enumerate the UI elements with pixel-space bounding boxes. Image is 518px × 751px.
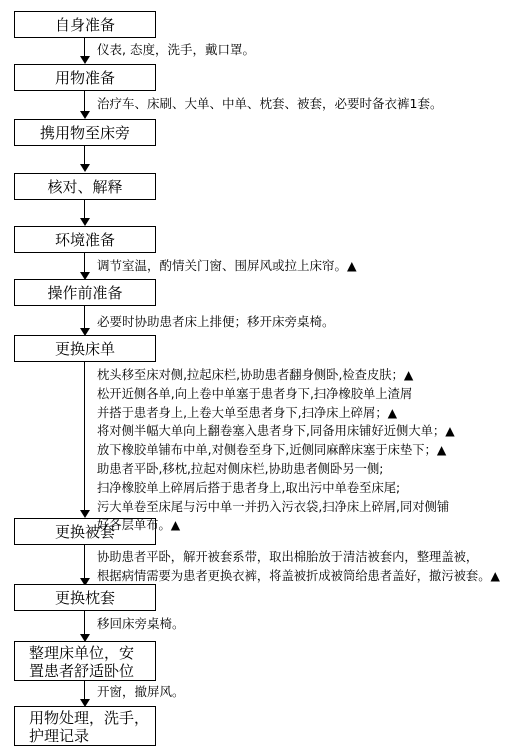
- step-label: 携用物至床旁: [39, 123, 130, 142]
- step-label-line: 用物处理，洗手，: [29, 709, 150, 727]
- step-change-pillowcase: [14, 584, 156, 611]
- note-line: 协助患者平卧，解开被套系带，取出棉胎放于清洁被套内，整理盖被，: [97, 550, 479, 564]
- step-label: 更换枕套: [54, 588, 115, 607]
- step-environment-prep: [14, 226, 156, 253]
- step-label-line: 护理记录: [29, 727, 90, 745]
- step-bring-to-bedside: [14, 119, 156, 146]
- note-line: 助患者平卧,移枕,拉起对侧床栏,协助患者侧卧另一侧;: [97, 461, 384, 476]
- connector-line: [84, 38, 85, 58]
- step-label: 核对、解释: [47, 177, 123, 196]
- arrow-down-icon: [80, 56, 90, 64]
- note-line: 放下橡胶单铺布中单,对侧卷至身下,近侧同麻醉床塞于床垫下；▲: [97, 443, 447, 458]
- note-line: 污大单卷至床尾与污中单一并扔入污衣袋,扫净床上碎屑,同对侧铺: [97, 499, 450, 514]
- note-line: 松开近侧各单,向上卷中单塞于患者身下,扫净橡胶单上渣屑: [97, 386, 413, 401]
- connector-line: [84, 200, 85, 220]
- note-pillow: 移回床旁桌椅。: [97, 616, 185, 631]
- note-change-sheet: [97, 366, 455, 535]
- step-label-line: 置患者舒适卧位: [29, 662, 135, 680]
- step-verify-explain: [14, 173, 156, 200]
- note-supplies: 治疗车、床刷、大单、中单、枕套、被套，必要时备衣裤1套。: [97, 96, 443, 111]
- step-supplies-prep: [14, 64, 156, 91]
- note-line: 好各层单布。▲: [97, 518, 181, 533]
- connector-line: [84, 306, 85, 330]
- arrow-down-icon: [80, 218, 90, 226]
- connector-line: [84, 680, 85, 701]
- note-pre-op: 必要时协助患者床上排便；移开床旁桌椅。: [97, 314, 335, 329]
- step-label: 自身准备: [54, 15, 115, 34]
- step-tidy-bed: [14, 641, 156, 681]
- note-environment: 调节室温，酌情关门窗、围屏风或拉上床帘。▲: [97, 258, 357, 273]
- arrow-down-icon: [80, 510, 90, 518]
- arrow-down-icon: [80, 111, 90, 119]
- note-line: 并搭于患者身上,上卷大单至患者身下,扫净床上碎屑；▲: [97, 405, 398, 420]
- connector-line: [84, 545, 85, 580]
- note-line: 将对侧半幅大单向上翻卷塞入患者身下,同备用床铺好近侧大单；▲: [97, 424, 455, 439]
- connector-line: [84, 253, 85, 274]
- connector-line: [84, 146, 85, 166]
- step-label-line: 整理床单位，安: [29, 644, 135, 662]
- step-label: 用物准备: [54, 68, 115, 87]
- connector-line: [84, 362, 85, 512]
- step-dispose-record: [14, 706, 156, 746]
- step-change-sheet: [14, 335, 156, 362]
- connector-line: [84, 611, 85, 636]
- arrow-down-icon: [80, 164, 90, 172]
- step-label: 环境准备: [54, 230, 115, 249]
- connector-line: [84, 91, 85, 113]
- note-self-prep: 仪表, 态度，洗手，戴口罩。: [97, 42, 255, 57]
- note-tidy: 开窗，撤屏风。: [97, 684, 185, 699]
- step-self-prep: [14, 11, 156, 38]
- note-line: 扫净橡胶单上碎屑后搭于患者身上,取出污中单卷至床尾;: [97, 480, 401, 495]
- step-pre-op-prep: [14, 279, 156, 306]
- note-change-quilt: [97, 548, 500, 586]
- step-label: 更换床单: [54, 339, 115, 358]
- note-line: 枕头移至床对侧,拉起床栏,协助患者翻身侧卧,检查皮肤；▲: [97, 368, 414, 382]
- step-label: 更换被套: [54, 522, 115, 541]
- step-label: 操作前准备: [47, 283, 123, 302]
- note-line: 根据病情需要为患者更换衣裤，将盖被折成被筒给患者盖好，撤污被套。▲: [97, 569, 500, 583]
